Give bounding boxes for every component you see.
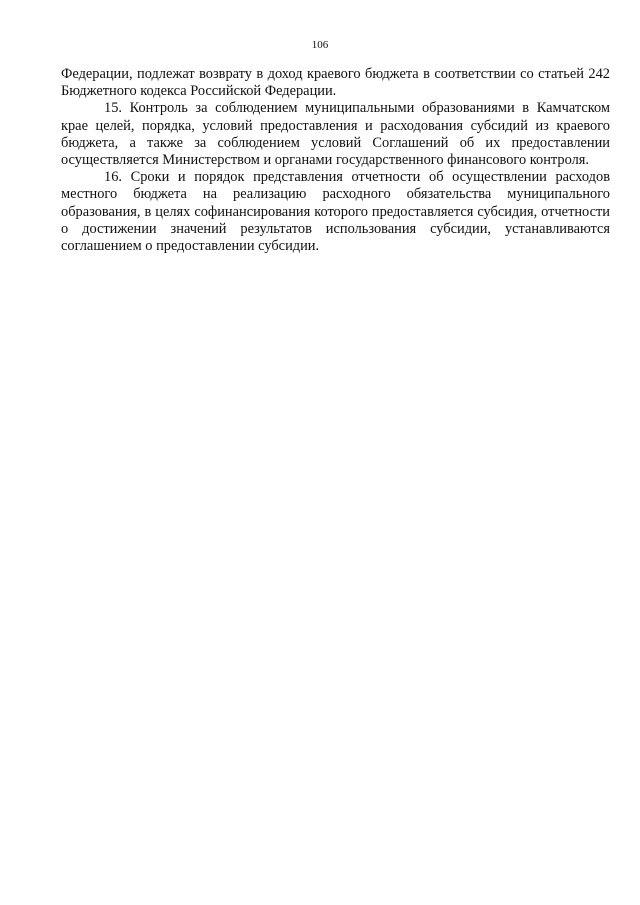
document-body [61,66,610,255]
page-number: 106 [311,39,329,51]
paragraph-16-reporting: 16. Сроки и порядок представления отчетности об осуществлении расходов местного бюджета на реализацию расходного обязательства муниципального образования, в целях софинансирования которого предоставляется субсидия, отчетности о достижении значений результатов использования субсидии, устанавливаются соглашением о предоставлении субсидии. [61,169,610,255]
paragraph-15-control: 15. Контроль за соблюдением муниципальными образованиями в Камчатском крае целей, порядка, условий предоставления и расходования субсидий из краевого бюджета, а также за соблюдением условий Соглашений об их предоставлении осуществляется Министерством и органами государственного финансового контроля. [61,100,610,169]
paragraph-continuation: Федерации, подлежат возврату в доход краевого бюджета в соответствии со статьей 242 Бюджетного кодекса Российской Федерации. [61,66,610,100]
